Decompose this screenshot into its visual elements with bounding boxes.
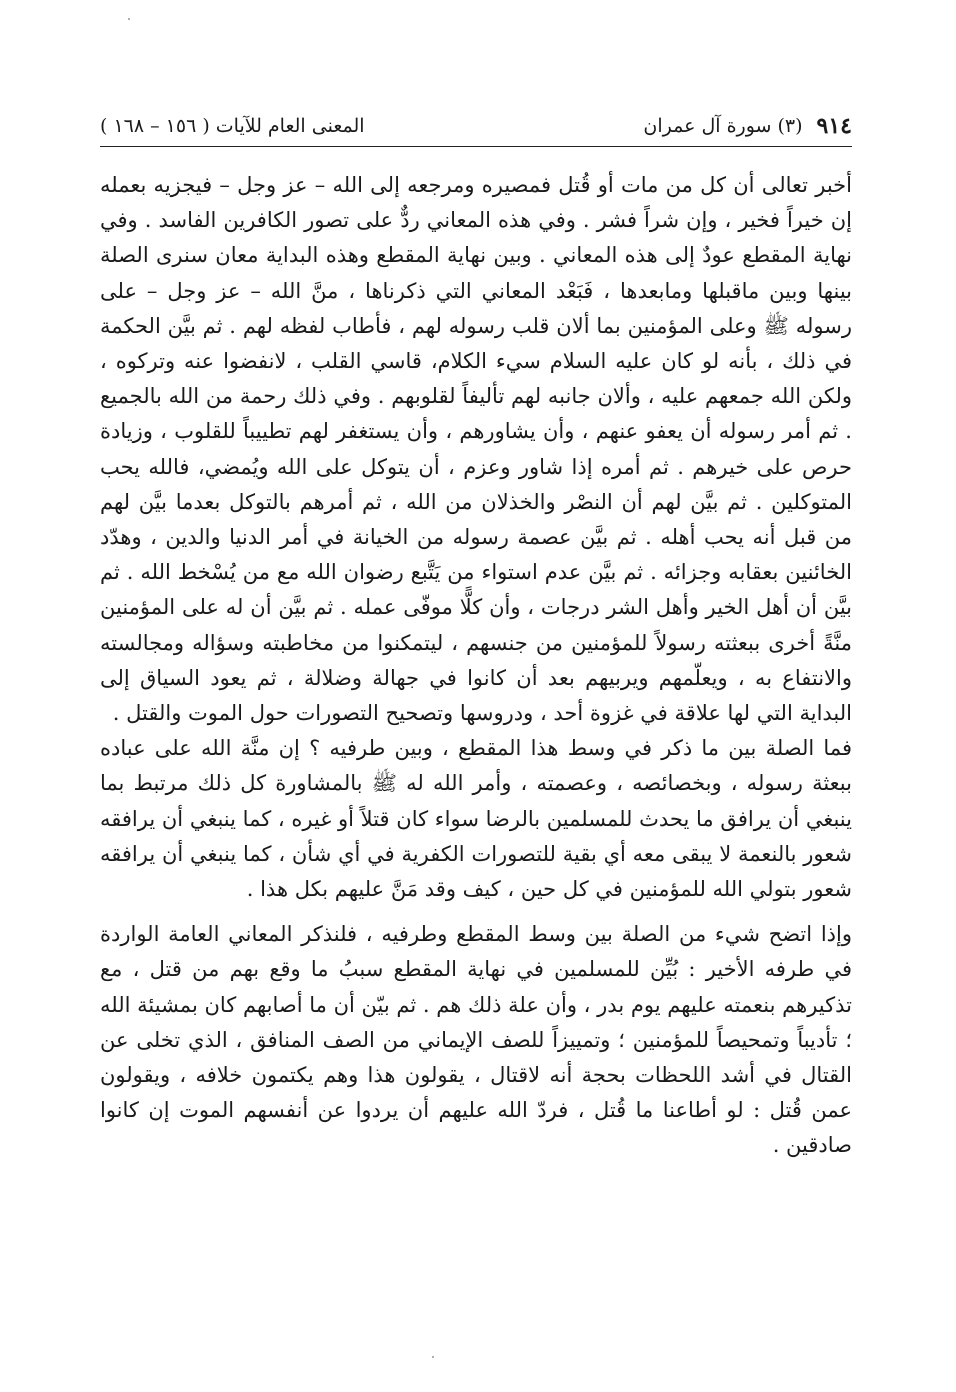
paragraph-2: فما الصلة بين ما ذكر في وسط هذا المقطع ، وبين طرفيه ؟ إن منَّة الله على عباده ببعثة رسوله ، وبخصائصه ، وعصمته ، وأمر الله له ﷺ بالمشاورة كل ذلك مرتبط بما ينبغي أن يرافق ما يحدث للمسلمين بالرضا سواء كان قتلاً أو غيره ، كما ينبغي أن يرافقه شعور بالنعمة لا يبقى معه أي بقية للتصورات الكفرية في أي شأن ، كما ينبغي أن يرافقه شعور بتولي الله للمؤمنين في كل حين ، كيف وقد مَنَّ عليهم بكل هذا . [100, 736, 852, 902]
header-divider [100, 146, 852, 147]
paragraph-3: وإذا اتضح شيء من الصلة بين وسط المقطع وطرفيه ، فلنذكر المعاني العامة الواردة في طرفه الأخير : بُيِّن للمسلمين في نهاية المقطع سببُ ما وقع بهم من قتل ، مع تذكيرهم بنعمته عليهم يوم بدر ، وأن علة ذلك هم . ثم بيّن أن ما أصابهم كان بمشيئة الله ؛ تأديباً وتمحيصاً للمؤمنين ؛ وتمييزاً للصف الإيماني من الصف المنافق ، الذي تخلى عن القتال في أشد اللحظات بحجة أنه لاقتال ، يقولون هذا وهم يكتمون خلافه ، ويقولون عمن قُتل : لو أطاعنا ما قُتل ، فردّ الله عليهم أن يردوا عن أنفسهم الموت إن كانوا صادقين . [100, 922, 852, 1158]
surah-title: (٣) سورة آل عمران [643, 115, 803, 137]
header-right-group [643, 113, 852, 139]
paragraph-1: أخبر تعالى أن كل من مات أو قُتل فمصيره ومرجعه إلى الله – عز وجل – فيجزيه بعمله إن خيراً فخير ، وإن شراً فشر . وفي هذه المعاني ردٌّ على تصور الكافرين الفاسد . وفي نهاية المقطع عودٌ إلى هذه المعاني . وبين نهاية المقطع وهذه البداية معان سنرى الصلة بينها وبين ماقبلها ومابعدها ، فَبَعْد المعاني التي ذكرناها ، منَّ الله – عز وجل – على رسوله ﷺ وعلى المؤمنين بما ألان قلب رسوله لهم ، فأطاب لفظه لهم . ثم بيَّن الحكمة في ذلك ، بأنه لو كان عليه السلام سيء الكلام، قاسي القلب ، لانفضوا عنه وتركوه ، ولكن الله جمعهم عليه ، وألان جانبه لهم تأليفاً لقلوبهم . وفي ذلك رحمة من الله بالجميع . ثم أمر رسوله أن يعفو عنهم ، وأن يشاورهم ، وأن يستغفر لهم تطييباً للقلوب ، وزيادة حرص على خيرهم . ثم أمره إذا شاور وعزم ، أن يتوكل على الله ويُمضي، فالله يحب المتوكلين . ثم بيَّن لهم أن النصْر والخذلان من الله ، ثم أمرهم بالتوكل بعدما بيَّن لهم من قبل أنه يحب أهله . ثم بيَّن عصمة رسوله من الخيانة في أمر الدنيا والدين ، وهدّد الخائنين بعقابه وجزائه . ثم بيَّن عدم استواء من يَتَّبع رضوان الله مع من يُسْخط الله . ثم بيَّن أن أهل الخير وأهل الشر درجات ، وأن كلًّا موفّى عمله . ثم بيَّن أن له على المؤمنين منَّةً أخرى ببعثته رسولاً للمؤمنين من جنسهم ، ليتمكنوا من مخاطبته وسؤاله ومجالسته والانتفاع به ، ويعلّمهم ويربيهم بعد أن كانوا في جهالة وضلالة ، ثم يعود السياق إلى البداية التي لها علاقة في غزوة أحد ، ودروسها وتصحيح التصورات حول الموت والقتل . [100, 173, 852, 726]
page-number: ٩١٤ [816, 113, 852, 139]
body-text [100, 168, 852, 1164]
scan-speck [128, 18, 130, 20]
scan-speck [432, 1356, 434, 1358]
section-title: المعنى العام للآيات ( ١٥٦ – ١٦٨ ) [100, 115, 365, 137]
page-header [100, 108, 852, 144]
